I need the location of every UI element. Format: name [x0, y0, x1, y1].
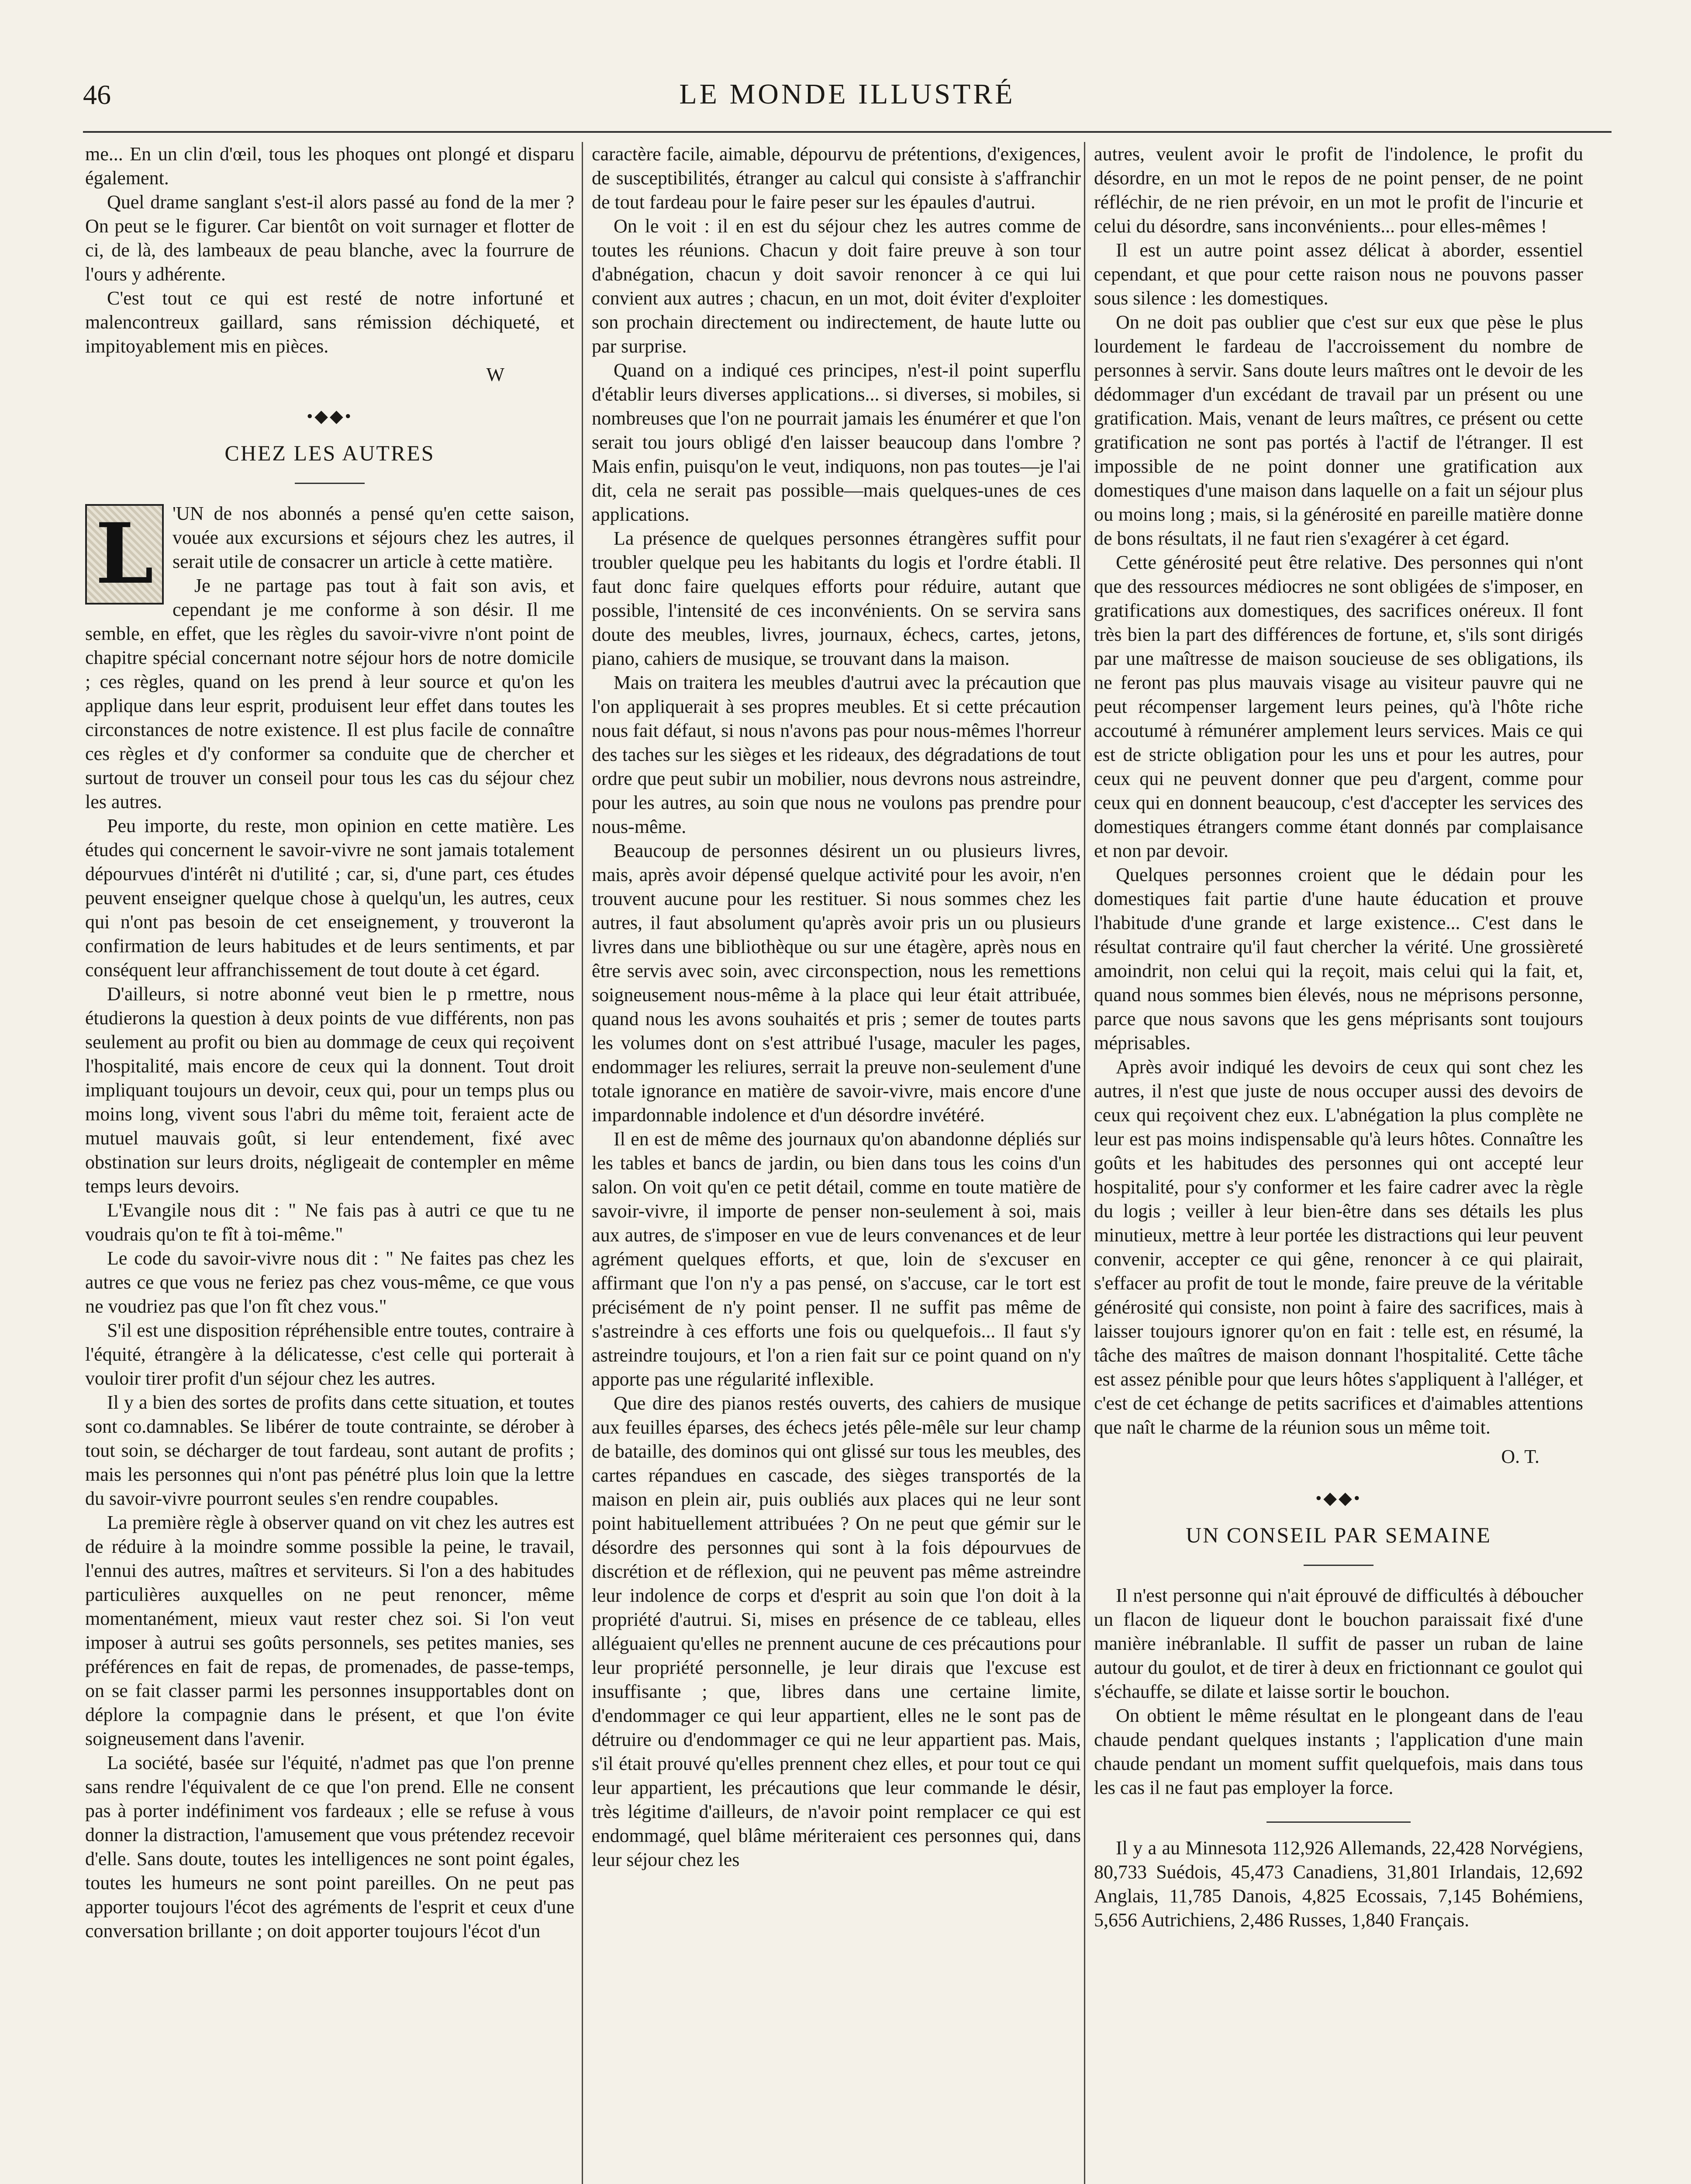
- paragraph: Il y a bien des sortes de profits dans cette situation, et toutes sont co.damnables. Se libérer de toute contrainte, se dérober à tout soin, se décharger de tout fardeau, sont autant de profits ; mais les personnes qui n'ont pas pénétré plus loin que la lettre du savoir-vivre pourront seules s'en rendre coupables.: [85, 1392, 574, 1509]
- article-signature: W: [486, 364, 504, 385]
- masthead: LE MONDE ILLUSTRÉ: [679, 78, 1015, 110]
- paragraph: D'ailleurs, si notre abonné veut bien le p rmettre, nous étudierons la question à deux points de vue différents, non pas seulement au profit ou bien au dommage de ceux qui reçoivent l'hospitalité, mais encore de ceux qui la donnent. Tout droit impliquant toujours un devoir, ceux qui, pour un temps plus ou moins long, vivent sous l'abri du même toit, feraient acte de mutuel mauvais goût, si leur entendement, fixé avec obstination sur leurs droits, négligeait de contempler en même temps leurs devoirs.: [85, 983, 574, 1197]
- paragraph: Après avoir indiqué les devoirs de ceux qui sont chez les autres, il n'est que juste de nous occuper aussi des devoirs de ceux qui reçoivent chez eux. L'abnégation la plus complète ne leur est pas moins indispensable qu'à leurs hôtes. Connaître les goûts et les habitudes des personnes qui ont accepté leur hospitalité, pour s'y conformer et les faire cadrer avec la règle du logis ; veiller à leur bien-être dans ses détails les plus minutieux, mettre à leur portée les distractions qui leur peuvent convenir, accepter ce qui gêne, renoncer à ce qui plairait, s'effacer au profit de tout le monde, faire preuve de la véritable générosité qui consiste, non point à faire des sacrifices, mais à laisser toujours ignorer qu'on en fait : telle est, en résumé, la tâche des maîtres de maison donnant l'hospitalité. Cette tâche est assez pénible pour que leurs hôtes s'appliquent à l'alléger, et c'est de cet échange de petits sacrifices et d'aimables attentions que naît le charme de la réunion sous un même toit.: [1094, 1056, 1583, 1438]
- article-signature: O. T.: [1501, 1446, 1539, 1467]
- paragraph: caractère facile, aimable, dépourvu de prétentions, d'exigences, de susceptibilités, étranger au calcul qui consiste à s'affranchir de tout fardeau pour le faire peser sur les épaules d'autrui.: [592, 143, 1081, 213]
- paragraph: La présence de quelques personnes étrangères suffit pour troubler quelque peu les habitants du logis et l'ordre établi. Il faut donc faire quelques efforts pour réduire, autant que possible, l'intensité de ces inconvénients. On se servira sans doute des meubles, livres, journaux, échecs, cartes, jetons, piano, cahiers de musique, se trouvant dans la maison.: [592, 528, 1081, 669]
- footnote-rule: [1267, 1821, 1411, 1823]
- paragraph: L'Evangile nous dit : " Ne fais pas à autri ce que tu ne voudrais qu'on te fît à toi-même.": [85, 1199, 574, 1245]
- column-1: [85, 142, 574, 2184]
- paragraph: La société, basée sur l'équité, n'admet pas que l'on prenne sans rendre l'équivalent de ce que l'on prend. Elle ne consent pas à porter indéfiniment vos fardeaux ; elle se refuse à vous donner la distraction, l'amusement que vous prétendez recevoir d'elle. Sans doute, toutes les intelligences ne sont point égales, toutes les humeurs ne sont point pareilles. On ne peut pas apporter toujours l'écot des agréments de l'esprit et ceux d'une conversation brillante ; on doit apporter toujours l'écot d'un: [85, 1752, 574, 1942]
- paragraph: On ne doit pas oublier que c'est sur eux que pèse le plus lourdement le fardeau de l'accroissement du nombre de personnes à servir. Sans doute leurs maîtres ont le devoir de les dédommager d'un excédant de travail par un présent ou une gratification. Mais, venant de leurs maîtres, ce présent ou cette gratification ne sont pas portés à l'actif de l'étranger. Il est impossible de ne point donner une gratification aux domestiques d'une maison dans laquelle on a fait un séjour plus ou moins long ; mais, si la générosité en pareille matière donne de bons résultats, il ne faut rien s'exagérer à cet égard.: [1094, 311, 1583, 549]
- paragraph: On le voit : il en est du séjour chez les autres comme de toutes les réunions. Chacun y doit faire preuve à son tour d'abnégation, chacun y doit savoir renoncer à ce qui lui convient aux autres ; chacun, en un mot, doit éviter d'exploiter son prochain directement ou indirectement, de haute lutte ou par surprise.: [592, 215, 1081, 357]
- paragraph: Que dire des pianos restés ouverts, des cahiers de musique aux feuilles éparses, des échecs jetés pêle-mêle sur leur champ de bataille, des dominos qui ont glissé sur tous les meubles, des cartes répandues en cascade, des sièges transportés de la maison en plein air, puis oubliés aux places qui ne leur sont point habituellement attribuées ? On ne peut que gémir sur le désordre des personnes qui sont à la fois dépourvues de discrétion et de réflexion, qui ne peuvent pas même astreindre leur indolence de corps et d'esprit au soin que l'on doit à la propriété d'autrui. Si, mises en présence de ce tableau, elles alléguaient qu'elles ne prennent aucune de ces précautions pour leur propriété personnelle, je leur dirais que l'excuse est insuffisante ; que, libres dans une certaine limite, d'endommager ce qui leur appartient, elles ne le sont pas de détruire ou d'endommager ce qui ne leur appartient pas. Mais, s'il était prouvé qu'elles prennent chez elles, et pour tout ce qui leur appartient, les précautions que leur commande le désir, très légitime d'ailleurs, de n'avoir point remplacer ce qui est endommagé, quel blâme mériteraient ces personnes qui, dans leur séjour chez les: [592, 1393, 1081, 1870]
- paragraph: C'est tout ce qui est resté de notre infortuné et malencontreux gaillard, sans rémission déchiqueté, et impitoyablement mis en pièces.: [85, 287, 574, 357]
- header-rule: [83, 131, 1612, 133]
- ornament-divider: •◆◆•: [307, 406, 353, 426]
- paragraph: me... En un clin d'œil, tous les phoques ont plongé et disparu également.: [85, 143, 574, 189]
- paragraph: Il en est de même des journaux qu'on abandonne dépliés sur les tables et bancs de jardin, ou bien dans tous les coins d'un salon. On voit qu'en ce petit détail, comme en toute matière de savoir-vivre, il importe de penser non-seulement à soi, mais aux autres, de s'imposer en vue de leurs convenances et de leur agrément quelques efforts, et que, loin de s'excuser en affirmant que l'on n'y a pas pensé, on s'accuse, car le tort est précisément de n'y point penser. Il ne suffit pas même de s'astreindre à ces efforts une fois ou quelquefois... Il faut s'y astreindre toujours, et l'on a rien fait sur ce point quand on n'y apporte pas une régularité inflexible.: [592, 1128, 1081, 1390]
- paragraph: autres, veulent avoir le profit de l'indolence, le profit du désordre, en un mot le repos de ne point penser, de ne point réfléchir, de ne rien prévoir, en un mot le profit de l'incurie et celui du désordre, sans inconvénients... pour elles-mêmes !: [1094, 143, 1583, 237]
- paragraph: La première règle à observer quand on vit chez les autres est de réduire à la moindre somme possible la peine, le travail, l'ennui des autres, maîtres et serviteurs. Si l'on a des habitudes particulières auxquelles on ne peut renoncer, même momentanément, mieux vaut rester chez soi. Si l'on veut imposer à autrui ses goûts personnels, ses petites manies, ses préférences en fait de repas, de promenades, de passe-temps, on se fait classer parmi les personnes insupportables dont on déplore la compagnie dans le présent, et que l'on évite soigneusement dans l'avenir.: [85, 1512, 574, 1749]
- article-intro: [85, 501, 574, 602]
- paragraph: Je ne partage pas tout à fait son avis, et cependant je me conforme à son désir. Il me semble, en effet, que les règles du savoir-vivre n'ont point de chapitre spécial concernant notre séjour hors de notre domicile ; ces règles, quand on les prend à leur source et qu'on les applique dans leur esprit, produisent leur effet dans toutes les circonstances de notre existence. Il est plus facile de connaître ces règles et d'y conformer sa conduite que de chercher et surtout de trouver un conseil pour tous les cas du séjour chez les autres.: [85, 575, 574, 812]
- column-divider: [582, 142, 583, 2184]
- paragraph: Quelques personnes croient que le dédain pour les domestiques fait partie d'une haute éducation et prouve l'habitude d'une grande et large existence... C'est dans le résultat contraire qu'il faut chercher la vérité. Une grossièreté amoindrit, non celui qui la reçoit, mais celui qui la fait, et, quand nous sommes bien élevés, nous ne méprisons personne, parce que nous savons que les gens méprisants sont toujours méprisables.: [1094, 864, 1583, 1054]
- section-title: CHEZ LES AUTRES: [224, 441, 435, 465]
- paragraph: Peu importe, du reste, mon opinion en cette matière. Les études qui concernent le savoir-vivre ne sont jamais totalement dépourvues d'intérêt ni d'utilité ; car, si, d'une part, ces études peuvent enseigner quelque chose à quelqu'un, les autres, ceux qui n'ont pas besoin de cet enseignement, y trouveront la confirmation de leurs habitudes et de leurs sentiments, et par conséquent leur affranchissement de tout doute à cet égard.: [85, 815, 574, 981]
- title-rule: [1304, 1565, 1374, 1566]
- page-header: [83, 74, 1612, 127]
- paragraph: S'il est une disposition répréhensible entre toutes, contraire à l'équité, étrangère à la délicatesse, c'est celle qui porterait à vouloir tirer profit d'un séjour chez les autres.: [85, 1320, 574, 1389]
- paragraph: Beaucoup de personnes désirent un ou plusieurs livres, mais, après avoir dépensé quelque activité pour les avoir, n'en trouvent aucune pour les restituer. Si nous sommes chez les autres, il faut absolument qu'après avoir pris un ou plusieurs livres dans une bibliothèque ou sur une étagère, après nous en être servis avec soin, avec circonspection, nous les remettions soigneusement nous-même à la place qui leur était attribuée, quand nous les avons souhaités et pris ; semer de toutes parts les volumes dont on s'est attribué l'usage, maculer les pages, endommager les reliures, serrait la preuve non-seulement d'une totale ignorance en matière de savoir-vivre, mais encore d'une impardonnable indolence et d'un désordre invétéré.: [592, 840, 1081, 1126]
- paragraph: Il n'est personne qui n'ait éprouvé de difficultés à déboucher un flacon de liqueur dont le bouchon paraissait fixé d'une manière inébranlable. Il suffit de passer un ruban de laine autour du goulot, et de tirer à deux en frictionnant ce goulot qui s'échauffe, se dilate et laisse sortir le bouchon.: [1094, 1585, 1583, 1702]
- paragraph: Il est un autre point assez délicat à aborder, essentiel cependant, et que pour cette raison nous ne pouvons passer sous silence : les domestiques.: [1094, 239, 1583, 309]
- paragraph: Mais on traitera les meubles d'autrui avec la précaution que l'on appliquerait à ses propres meubles. Et si cette précaution nous fait défaut, si nous n'avons pas pour nous-mêmes l'horreur des taches sur les sièges et les rideaux, des dégradations de tout ordre que peut subir un mobilier, nous devrons nous astreindre, pour les autres, au soin que nous ne voulons pas prendre pour nous-même.: [592, 672, 1081, 837]
- column-2: [592, 142, 1081, 2184]
- paragraph: Quel drame sanglant s'est-il alors passé au fond de la mer ? On peut se le figurer. Car bientôt on voit surnager et flotter de ci, de là, des lambeaux de peau blanche, avec la fourrure de l'ours y adhérente.: [85, 191, 574, 285]
- column-divider: [1084, 142, 1085, 2184]
- paragraph: 'UN de nos abonnés a pensé qu'en cette saison, vouée aux excursions et séjours chez les autres, il serait utile de consacrer un article à cette matière.: [173, 503, 574, 572]
- paragraph: Il y a au Minnesota 112,926 Allemands, 22,428 Norvégiens, 80,733 Suédois, 45,473 Canadiens, 31,801 Irlandais, 12,692 Anglais, 11,785 Danois, 4,825 Ecossais, 7,145 Bohémiens, 5,656 Autrichiens, 2,486 Russes, 1,840 Français.: [1094, 1837, 1583, 1931]
- ornament-divider: •◆◆•: [1315, 1488, 1362, 1508]
- section-title: UN CONSEIL PAR SEMAINE: [1186, 1523, 1491, 1547]
- title-rule: [295, 483, 365, 484]
- paragraph: Le code du savoir-vivre nous dit : " Ne faites pas chez les autres ce que vous ne feriez pas chez vous-même, ce que vous ne voudriez pas que l'on fît chez vous.": [85, 1248, 574, 1317]
- page-number: 46: [83, 79, 111, 110]
- paragraph: Quand on a indiqué ces principes, n'est-il point superflu d'établir leurs diverses applications... si diverses, si mobiles, si nombreuses que l'on ne pourrait jamais les énumérer et que l'on serait tou jours obligé d'en laisser beaucoup dans l'ombre ? Mais enfin, puisqu'on le veut, indiquons, non pas toutes—je l'ai dit, cela ne serait pas possible—mais quelques-unes de ces applications.: [592, 359, 1081, 525]
- column-3: [1094, 142, 1583, 2184]
- paragraph: Cette générosité peut être relative. Des personnes qui n'ont que des ressources médiocres ne sont obligées de s'imposer, en gratifications aux domestiques, des sacrifices onéreux. Il font très bien la part des différences de fortune, et, s'ils sont dirigés par une maîtresse de maison soucieuse de ses obligations, ils ne feront pas plus mauvais visage au visiteur pauvre qui ne peut récompenser largement leurs peines, qu'à l'hôte riche accoutumé à rémunérer amplement leurs services. Mais ce qui est de stricte obligation pour les uns et pour les autres, pour ceux qui ne peuvent donner que peu d'argent, comme pour ceux qui en donnent beaucoup, c'est d'accepter les services des domestiques étrangers comme étant donnés par complaisance et non par devoir.: [1094, 552, 1583, 861]
- dropcap-letter: L: [95, 505, 154, 602]
- dropcap-initial: [85, 504, 164, 605]
- paragraph: On obtient le même résultat en le plongeant dans de l'eau chaude pendant quelques instants ; l'application d'une main chaude pendant un moment suffit quelquefois, mais dans tous les cas il ne faut pas employer la force.: [1094, 1705, 1583, 1798]
